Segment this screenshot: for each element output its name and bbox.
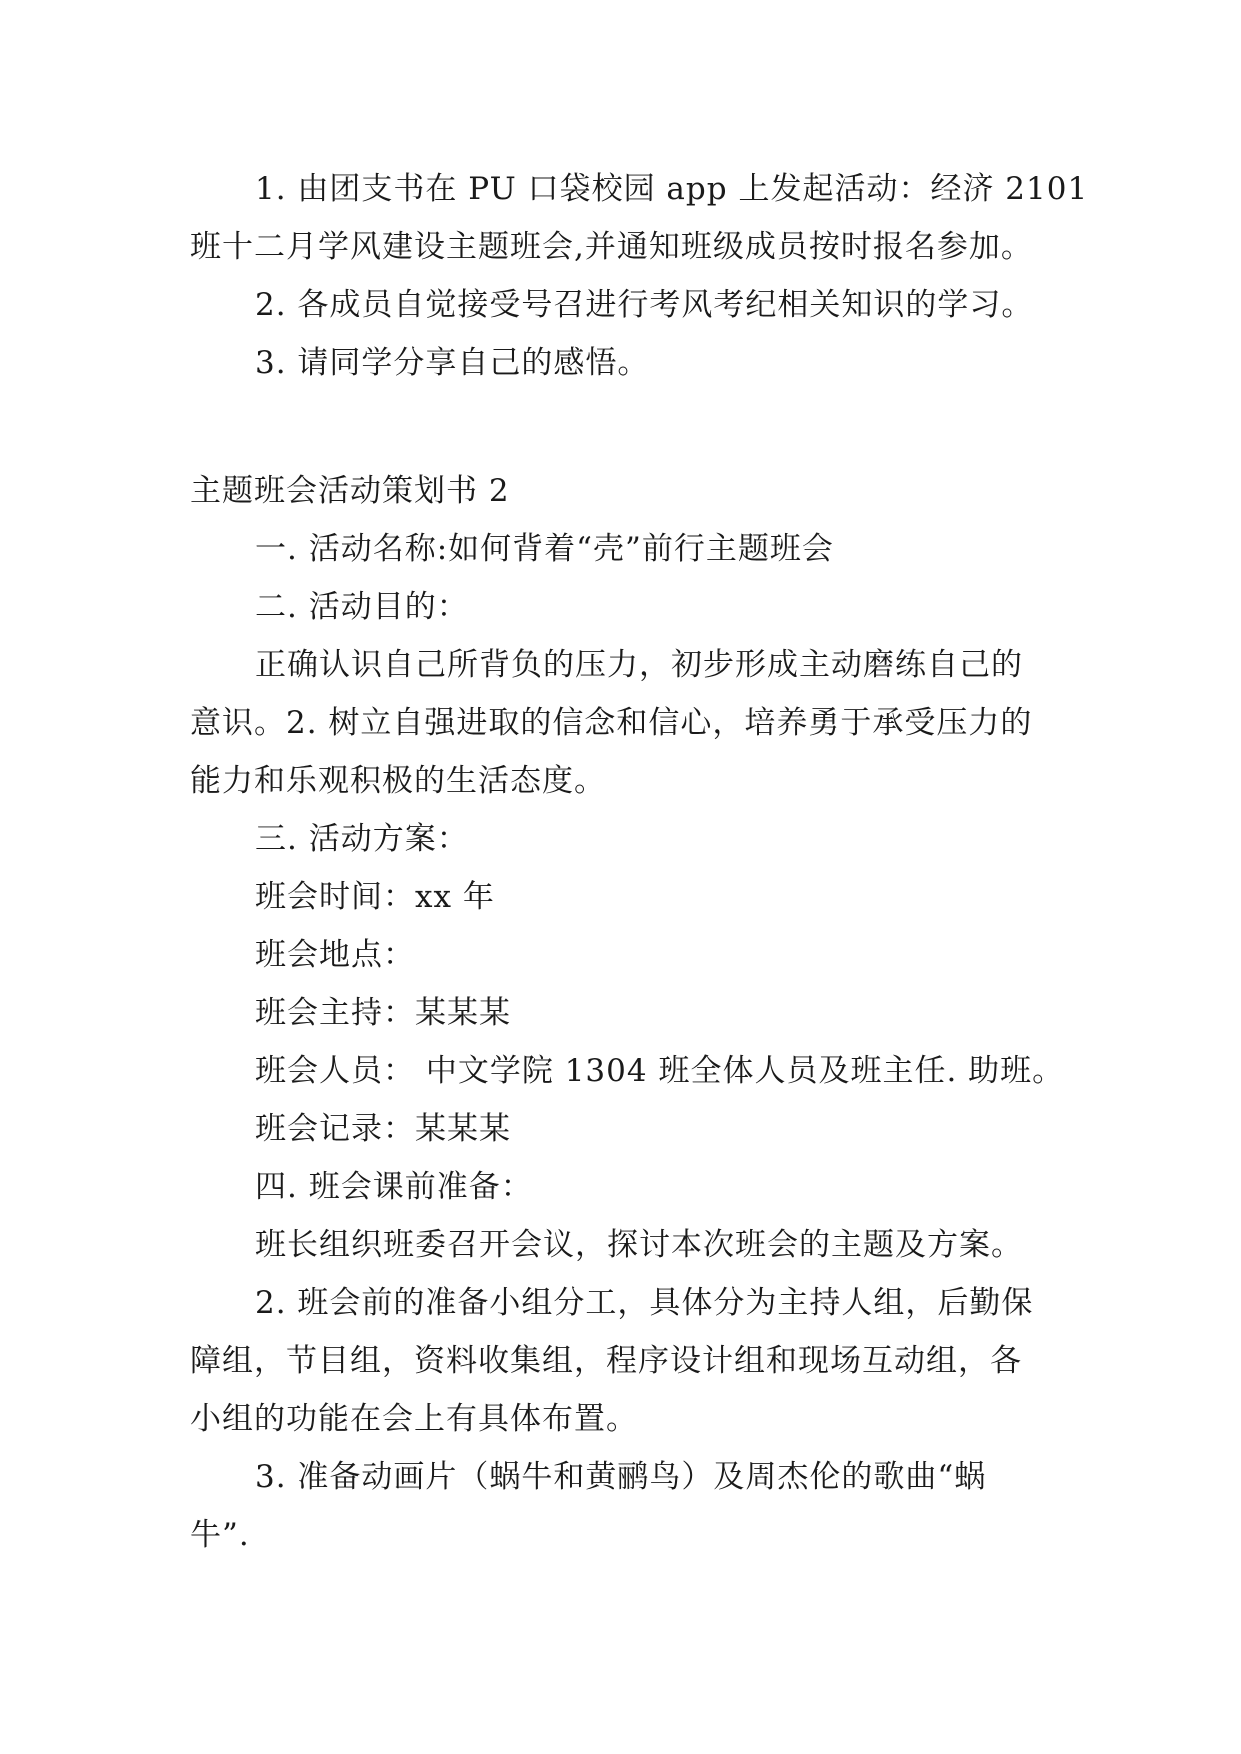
paragraph-line: 班长组织班委召开会议，探讨本次班会的主题及方案。 [255, 1227, 1023, 1263]
heading-plan: 三. 活动方案： [255, 821, 469, 857]
activity-name-line: 一. 活动名称:如何背着“壳”前行主题班会 [255, 531, 834, 567]
paragraph-line: 2. 各成员自觉接受号召进行考风考纪相关知识的学习。 [255, 287, 1034, 323]
paragraph-line: 障组，节目组，资料收集组，程序设计组和现场互动组，各 [190, 1343, 1022, 1379]
paragraph-line: 班十二月学风建设主题班会,并通知班级成员按时报名参加。 [190, 229, 1033, 265]
meeting-host: 班会主持：某某某 [255, 995, 511, 1031]
paragraph-line: 意识。2. 树立自强进取的信念和信心，培养勇于承受压力的 [190, 705, 1033, 741]
paragraph-line: 能力和乐观积极的生活态度。 [190, 763, 606, 799]
paragraph-line: 1. 由团支书在 PU 口袋校园 app 上发起活动：经济 2101 [255, 171, 1089, 207]
heading-preparation: 四. 班会课前准备： [255, 1169, 533, 1205]
heading-purpose: 二. 活动目的： [255, 589, 469, 625]
section-gap [190, 392, 1070, 462]
paragraph-line: 牛”. [190, 1517, 250, 1553]
meeting-location: 班会地点： [255, 937, 415, 973]
paragraph-line: 3. 准备动画片（蜗牛和黄鹂鸟）及周杰伦的歌曲“蜗 [255, 1459, 987, 1495]
paragraph-line: 小组的功能在会上有具体布置。 [190, 1401, 638, 1437]
paragraph-line: 3. 请同学分享自己的感悟。 [255, 345, 650, 381]
section-title: 主题班会活动策划书 2 [190, 473, 510, 509]
paragraph-line: 2. 班会前的准备小组分工，具体分为主持人组，后勤保 [255, 1285, 1034, 1321]
paragraph-line: 正确认识自己所背负的压力，初步形成主动磨练自己的 [255, 647, 1023, 683]
meeting-recorder: 班会记录：某某某 [255, 1111, 511, 1147]
meeting-time: 班会时间：xx 年 [255, 879, 495, 915]
document-page [190, 160, 1089, 1564]
meeting-attendees: 班会人员： 中文学院 1304 班全体人员及班主任. 助班。 [255, 1053, 1065, 1089]
